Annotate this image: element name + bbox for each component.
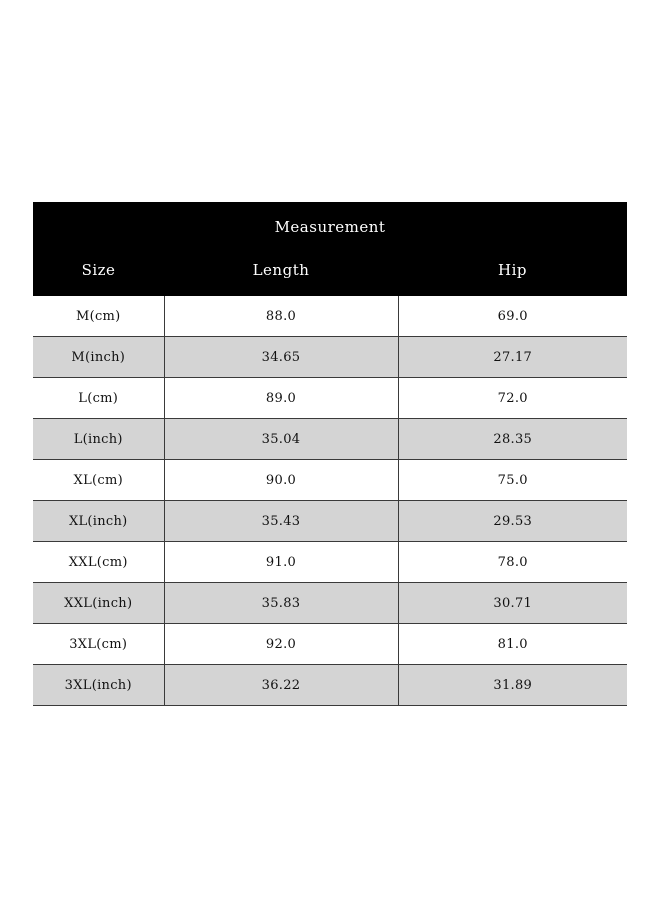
hip-cell: 29.53 bbox=[398, 501, 627, 542]
table-header bbox=[33, 202, 627, 296]
length-cell: 36.22 bbox=[164, 665, 398, 706]
column-header-hip: Hip bbox=[398, 248, 627, 296]
length-cell: 35.04 bbox=[164, 419, 398, 460]
table-body bbox=[33, 296, 627, 706]
length-cell: 90.0 bbox=[164, 460, 398, 501]
hip-cell: 78.0 bbox=[398, 542, 627, 583]
hip-cell: 69.0 bbox=[398, 296, 627, 337]
length-cell: 91.0 bbox=[164, 542, 398, 583]
table-row bbox=[33, 337, 627, 378]
size-cell: 3XL(cm) bbox=[33, 624, 164, 665]
length-cell: 92.0 bbox=[164, 624, 398, 665]
table-row bbox=[33, 665, 627, 706]
size-cell: 3XL(inch) bbox=[33, 665, 164, 706]
table-row bbox=[33, 624, 627, 665]
hip-cell: 28.35 bbox=[398, 419, 627, 460]
size-chart-table bbox=[33, 202, 627, 706]
table-row bbox=[33, 542, 627, 583]
length-cell: 35.83 bbox=[164, 583, 398, 624]
column-header-length: Length bbox=[164, 248, 398, 296]
table-row bbox=[33, 378, 627, 419]
size-cell: M(inch) bbox=[33, 337, 164, 378]
table-title-row bbox=[33, 202, 627, 248]
size-cell: XXL(inch) bbox=[33, 583, 164, 624]
hip-cell: 31.89 bbox=[398, 665, 627, 706]
size-cell: L(inch) bbox=[33, 419, 164, 460]
hip-cell: 72.0 bbox=[398, 378, 627, 419]
length-cell: 34.65 bbox=[164, 337, 398, 378]
size-cell: XL(cm) bbox=[33, 460, 164, 501]
hip-cell: 75.0 bbox=[398, 460, 627, 501]
size-cell: L(cm) bbox=[33, 378, 164, 419]
hip-cell: 81.0 bbox=[398, 624, 627, 665]
column-header-row bbox=[33, 248, 627, 296]
table-row bbox=[33, 419, 627, 460]
length-cell: 35.43 bbox=[164, 501, 398, 542]
size-cell: XXL(cm) bbox=[33, 542, 164, 583]
table-row bbox=[33, 460, 627, 501]
table-row bbox=[33, 296, 627, 337]
size-cell: XL(inch) bbox=[33, 501, 164, 542]
hip-cell: 27.17 bbox=[398, 337, 627, 378]
hip-cell: 30.71 bbox=[398, 583, 627, 624]
size-cell: M(cm) bbox=[33, 296, 164, 337]
column-header-size: Size bbox=[33, 248, 164, 296]
table-title: Measurement bbox=[33, 202, 627, 248]
table-row bbox=[33, 583, 627, 624]
length-cell: 88.0 bbox=[164, 296, 398, 337]
length-cell: 89.0 bbox=[164, 378, 398, 419]
table-row bbox=[33, 501, 627, 542]
